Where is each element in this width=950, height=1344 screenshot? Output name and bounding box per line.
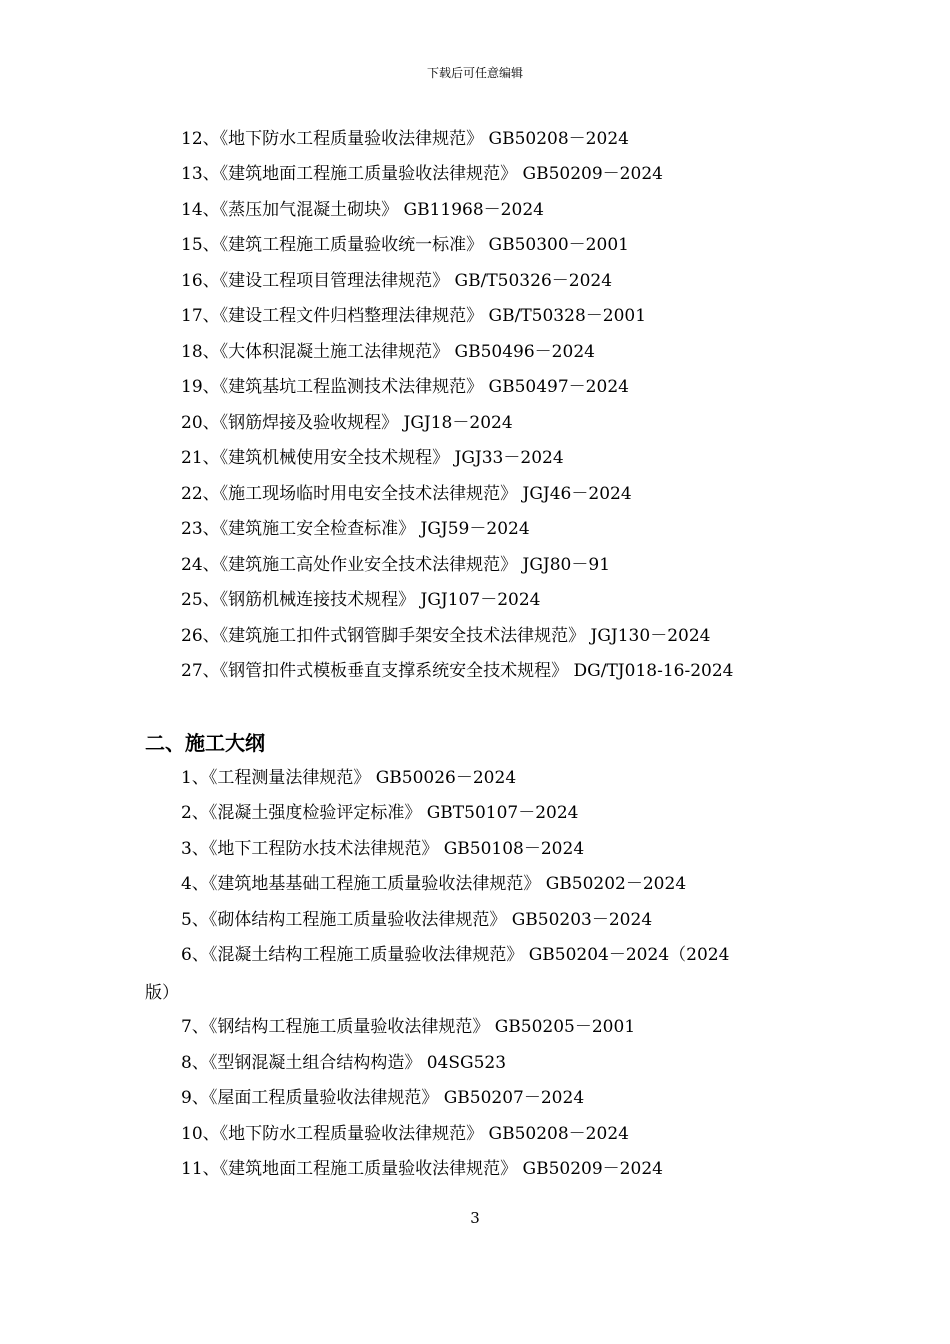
list-item: 3、《地下工程防水技术法律规范》 GB50108－2024 [181, 839, 585, 859]
list-item: 16、《建设工程项目管理法律规范》 GB/T50326－2024 [181, 271, 613, 291]
list-item: 17、《建设工程文件归档整理法律规范》 GB/T50328－2001 [181, 306, 647, 326]
list-item: 24、《建筑施工高处作业安全技术法律规范》 JGJ80－91 [181, 555, 611, 575]
list-item: 1、《工程测量法律规范》 GB50026－2024 [181, 768, 517, 788]
page-header: 下载后可任意编辑 [426, 66, 523, 80]
list-item: 11、《建筑地面工程施工质量验收法律规范》 GB50209－2024 [181, 1159, 663, 1179]
list-item: 9、《屋面工程质量验收法律规范》 GB50207－2024 [181, 1088, 585, 1108]
list-item: 2、《混凝土强度检验评定标准》 GBT50107－2024 [181, 803, 579, 823]
list-item-continuation: 版） [145, 983, 179, 1003]
section-heading: 二、施工大纲 [145, 731, 265, 755]
list-item: 7、《钢结构工程施工质量验收法律规范》 GB50205－2001 [181, 1017, 636, 1037]
list-item: 10、《地下防水工程质量验收法律规范》 GB50208－2024 [181, 1124, 629, 1144]
list-item: 4、《建筑地基基础工程施工质量验收法律规范》 GB50202－2024 [181, 874, 687, 894]
list-item: 5、《砌体结构工程施工质量验收法律规范》 GB50203－2024 [181, 910, 653, 930]
list-item: 12、《地下防水工程质量验收法律规范》 GB50208－2024 [181, 129, 629, 149]
list-item: 15、《建筑工程施工质量验收统一标准》 GB50300－2001 [181, 235, 629, 255]
list-item: 19、《建筑基坑工程监测技术法律规范》 GB50497－2024 [181, 377, 629, 397]
list-item: 26、《建筑施工扣件式钢管脚手架安全技术法律规范》 JGJ130－2024 [181, 626, 711, 646]
page-number: 3 [470, 1209, 480, 1227]
list-item: 8、《型钢混凝土组合结构构造》 04SG523 [181, 1053, 507, 1073]
list-item: 25、《钢筋机械连接技术规程》 JGJ107－2024 [181, 590, 541, 610]
list-item: 27、《钢管扣件式模板垂直支撑系统安全技术规程》 DG/TJ018-16-2024 [181, 661, 734, 681]
list-item: 20、《钢筋焊接及验收规程》 JGJ18－2024 [181, 413, 513, 433]
list-item: 23、《建筑施工安全检查标准》 JGJ59－2024 [181, 519, 530, 539]
list-item: 13、《建筑地面工程施工质量验收法律规范》 GB50209－2024 [181, 164, 663, 184]
list-item: 6、《混凝土结构工程施工质量验收法律规范》 GB50204－2024（2024 [181, 945, 730, 965]
list-item: 21、《建筑机械使用安全技术规程》 JGJ33－2024 [181, 448, 564, 468]
list-item: 18、《大体积混凝土施工法律规范》 GB50496－2024 [181, 342, 595, 362]
list-item: 22、《施工现场临时用电安全技术法律规范》 JGJ46－2024 [181, 484, 632, 504]
list-item: 14、《蒸压加气混凝土砌块》 GB11968－2024 [181, 200, 544, 220]
